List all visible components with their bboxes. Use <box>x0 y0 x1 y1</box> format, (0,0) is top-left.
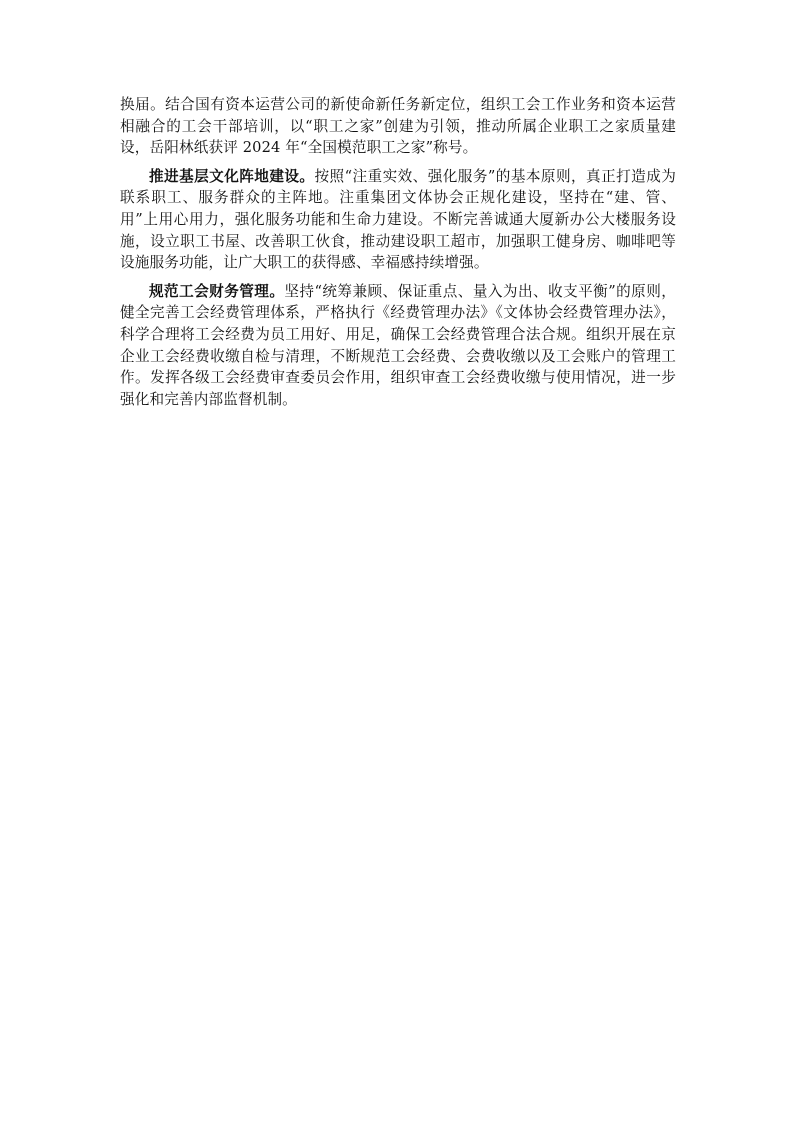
paragraph-finance-management <box>120 281 676 411</box>
paragraph-culture-positions <box>120 166 676 274</box>
paragraph-heading: 规范工会财务管理。 <box>149 282 285 300</box>
paragraph-text: 坚持“统筹兼顾、保证重点、量入为出、收支平衡”的原则，健全完善工会经费管理体系，严格执行《经费管理办法》《文体协会经费管理办法》，科学合理将工会经费为员工用好、用足，确保工会经费管理合法合规。组织开展在京企业工会经费收缴自检与清理，不断规范工会经费、会费收缴以及工会账户的管理工作。发挥各级工会经费审查委员会作用，组织审查工会经费收缴与使用情况，进一步强化和完善内部监督机制。 <box>120 282 676 408</box>
paragraph-text: 换届。结合国有资本运营公司的新使命新任务新定位，组织工会工作业务和资本运营相融合的工会干部培训，以“职工之家”创建为引领，推动所属企业职工之家质量建设，岳阳林纸获评 2024 年“全国模范职工之家”称号。 <box>120 96 676 157</box>
document-body <box>120 94 676 417</box>
paragraph-heading: 推进基层文化阵地建设。 <box>149 167 315 185</box>
paragraph-continuation <box>120 94 676 159</box>
paragraph-text: 按照“注重实效、强化服务”的基本原则，真正打造成为联系职工、服务群众的主阵地。注重集团文体协会正规化建设，坚持在“建、管、用”上用心用力，强化服务功能和生命力建设。不断完善诚通大厦新办公大楼服务设施，设立职工书屋、改善职工伙食，推动建设职工超市，加强职工健身房、咖啡吧等设施服务功能，让广大职工的获得感、幸福感持续增强。 <box>120 167 676 272</box>
